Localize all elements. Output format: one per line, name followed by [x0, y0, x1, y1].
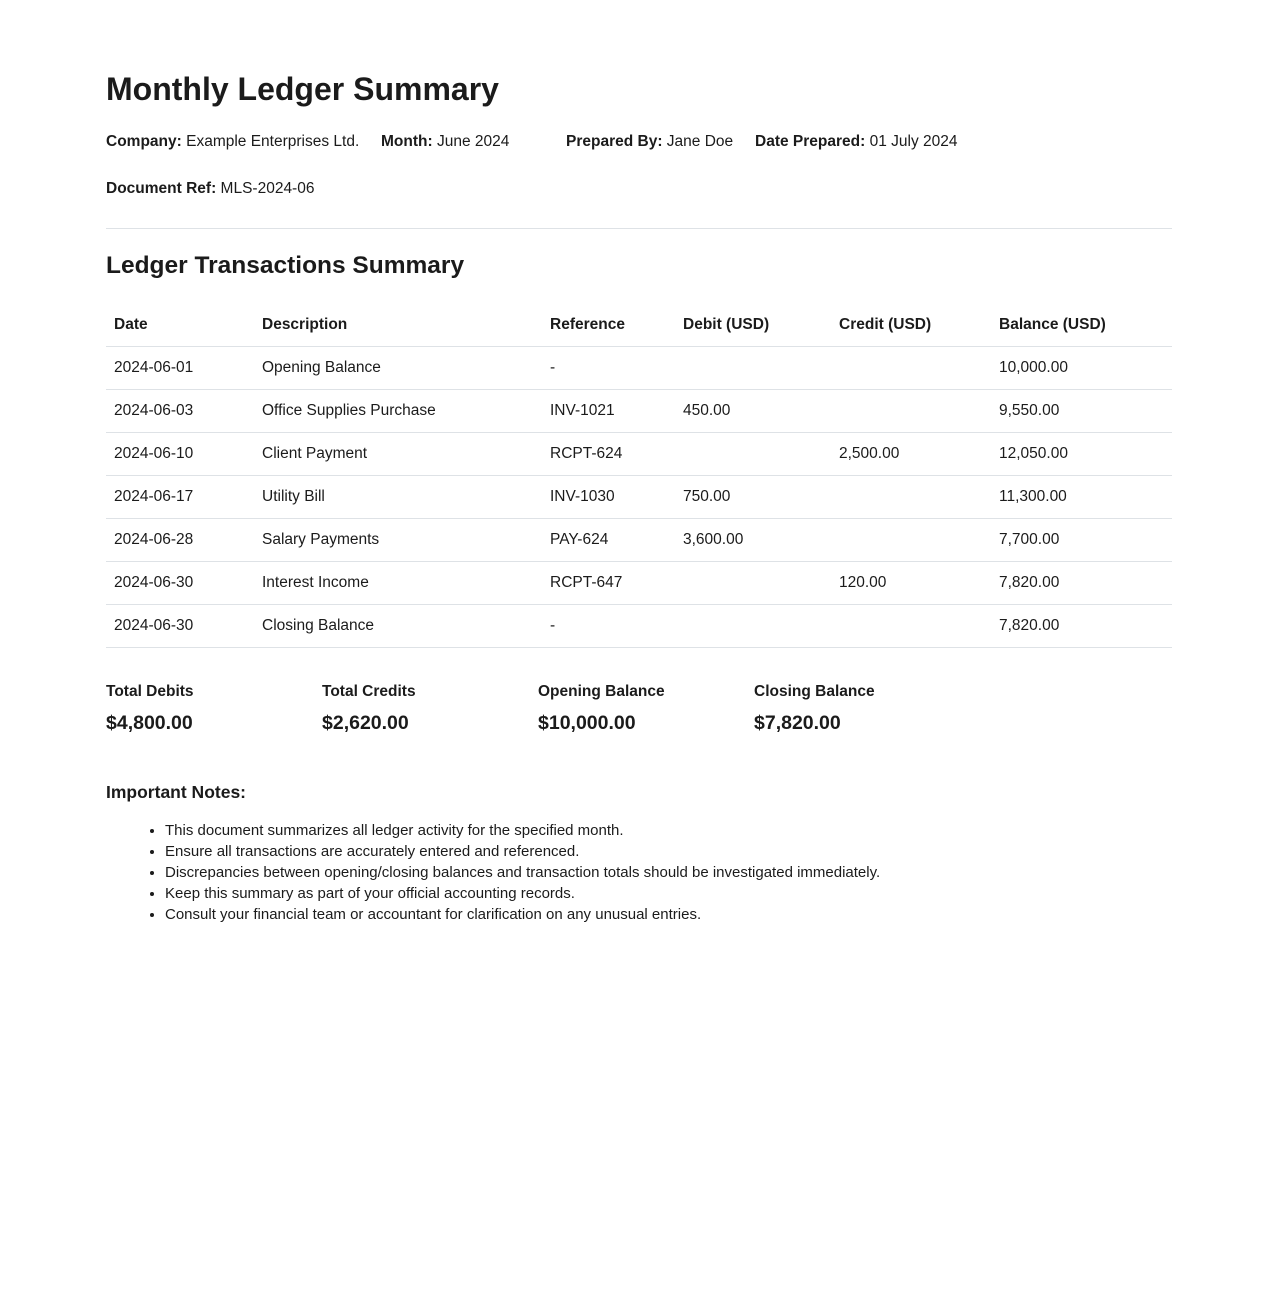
note-item: • This document summarizes all ledger activity for the specified month. [165, 820, 1172, 841]
cell-credit: 120.00 [831, 562, 991, 605]
meta-date-prepared-value: 01 July 2024 [869, 133, 958, 151]
cell-credit [831, 605, 991, 648]
cell-description: Salary Payments [254, 519, 542, 562]
total-credits-value: $2,620.00 [322, 712, 409, 735]
cell-credit: 2,500.00 [831, 433, 991, 476]
cell-reference: INV-1021 [542, 390, 675, 433]
cell-balance: 11,300.00 [991, 476, 1172, 519]
cell-description: Utility Bill [254, 476, 542, 519]
meta-company [106, 132, 381, 151]
meta-prepared-by [566, 132, 755, 151]
column-header-reference: Reference [542, 304, 675, 347]
notes-list [106, 820, 1172, 925]
total-opening-balance [538, 682, 754, 736]
meta-date-prepared [755, 132, 957, 151]
table-row [106, 433, 1172, 476]
section-title: Ledger Transactions Summary [106, 251, 465, 279]
meta-month-label: Month: [381, 133, 433, 151]
page-title: Monthly Ledger Summary [106, 71, 499, 107]
cell-description: Interest Income [254, 562, 542, 605]
cell-date: 2024-06-30 [106, 605, 254, 648]
cell-balance: 7,820.00 [991, 605, 1172, 648]
ledger-table-header [106, 304, 1172, 347]
column-header-date: Date [106, 304, 254, 347]
note-item: • Discrepancies between opening/closing balances and transaction totals should be investigated immediately. [165, 862, 1172, 883]
meta-month [381, 132, 566, 151]
meta-prepared-by-value: Jane Doe [666, 133, 734, 151]
table-row [106, 605, 1172, 648]
cell-description: Client Payment [254, 433, 542, 476]
total-opening-balance-label: Opening Balance [538, 683, 665, 701]
cell-reference: - [542, 605, 675, 648]
cell-reference: RCPT-624 [542, 433, 675, 476]
column-header-balance: Balance (USD) [991, 304, 1172, 347]
cell-debit [675, 433, 831, 476]
table-row [106, 390, 1172, 433]
cell-debit [675, 562, 831, 605]
column-header-credit: Credit (USD) [831, 304, 991, 347]
column-header-description: Description [254, 304, 542, 347]
total-credits-label: Total Credits [322, 683, 416, 701]
note-item: • Ensure all transactions are accurately entered and referenced. [165, 841, 1172, 862]
meta-prepared-by-label: Prepared By: [566, 133, 663, 151]
meta-document-ref [106, 180, 1172, 198]
cell-debit: 750.00 [675, 476, 831, 519]
cell-balance: 7,700.00 [991, 519, 1172, 562]
cell-credit [831, 390, 991, 433]
cell-date: 2024-06-01 [106, 347, 254, 390]
cell-description: Closing Balance [254, 605, 542, 648]
cell-debit: 450.00 [675, 390, 831, 433]
meta-date-prepared-label: Date Prepared: [755, 133, 866, 151]
cell-balance: 7,820.00 [991, 562, 1172, 605]
cell-debit: 3,600.00 [675, 519, 831, 562]
header-divider [106, 228, 1172, 229]
meta-company-value: Example Enterprises Ltd. [186, 133, 360, 151]
table-row [106, 476, 1172, 519]
total-closing-balance-label: Closing Balance [754, 683, 875, 701]
cell-debit [675, 605, 831, 648]
document-container [106, 0, 1172, 925]
total-closing-balance [754, 682, 970, 736]
notes-title: Important Notes: [106, 781, 246, 802]
table-row [106, 562, 1172, 605]
cell-balance: 10,000.00 [991, 347, 1172, 390]
cell-reference: PAY-624 [542, 519, 675, 562]
cell-date: 2024-06-03 [106, 390, 254, 433]
cell-description: Office Supplies Purchase [254, 390, 542, 433]
cell-date: 2024-06-17 [106, 476, 254, 519]
cell-credit [831, 519, 991, 562]
note-item: • Consult your financial team or accountant for clarification on any unusual entries. [165, 904, 1172, 925]
total-opening-balance-value: $10,000.00 [538, 712, 636, 735]
ledger-table-body [106, 347, 1172, 648]
total-debits [106, 682, 322, 736]
table-row [106, 519, 1172, 562]
cell-date: 2024-06-28 [106, 519, 254, 562]
cell-reference: - [542, 347, 675, 390]
totals-row [106, 682, 1172, 736]
cell-date: 2024-06-30 [106, 562, 254, 605]
cell-balance: 12,050.00 [991, 433, 1172, 476]
cell-reference: RCPT-647 [542, 562, 675, 605]
cell-credit [831, 347, 991, 390]
total-credits [322, 682, 538, 736]
cell-debit [675, 347, 831, 390]
document-meta-row [106, 132, 1172, 151]
table-row [106, 347, 1172, 390]
cell-balance: 9,550.00 [991, 390, 1172, 433]
meta-company-label: Company: [106, 133, 182, 151]
meta-document-ref-value: MLS-2024-06 [220, 179, 315, 197]
meta-document-ref-label: Document Ref: [106, 179, 217, 197]
ledger-table [106, 304, 1172, 648]
cell-credit [831, 476, 991, 519]
cell-reference: INV-1030 [542, 476, 675, 519]
column-header-debit: Debit (USD) [675, 304, 831, 347]
meta-month-value: June 2024 [436, 133, 510, 151]
note-item: • Keep this summary as part of your official accounting records. [165, 883, 1172, 904]
total-closing-balance-value: $7,820.00 [754, 712, 841, 735]
cell-description: Opening Balance [254, 347, 542, 390]
total-debits-value: $4,800.00 [106, 712, 193, 735]
cell-date: 2024-06-10 [106, 433, 254, 476]
total-debits-label: Total Debits [106, 683, 194, 701]
